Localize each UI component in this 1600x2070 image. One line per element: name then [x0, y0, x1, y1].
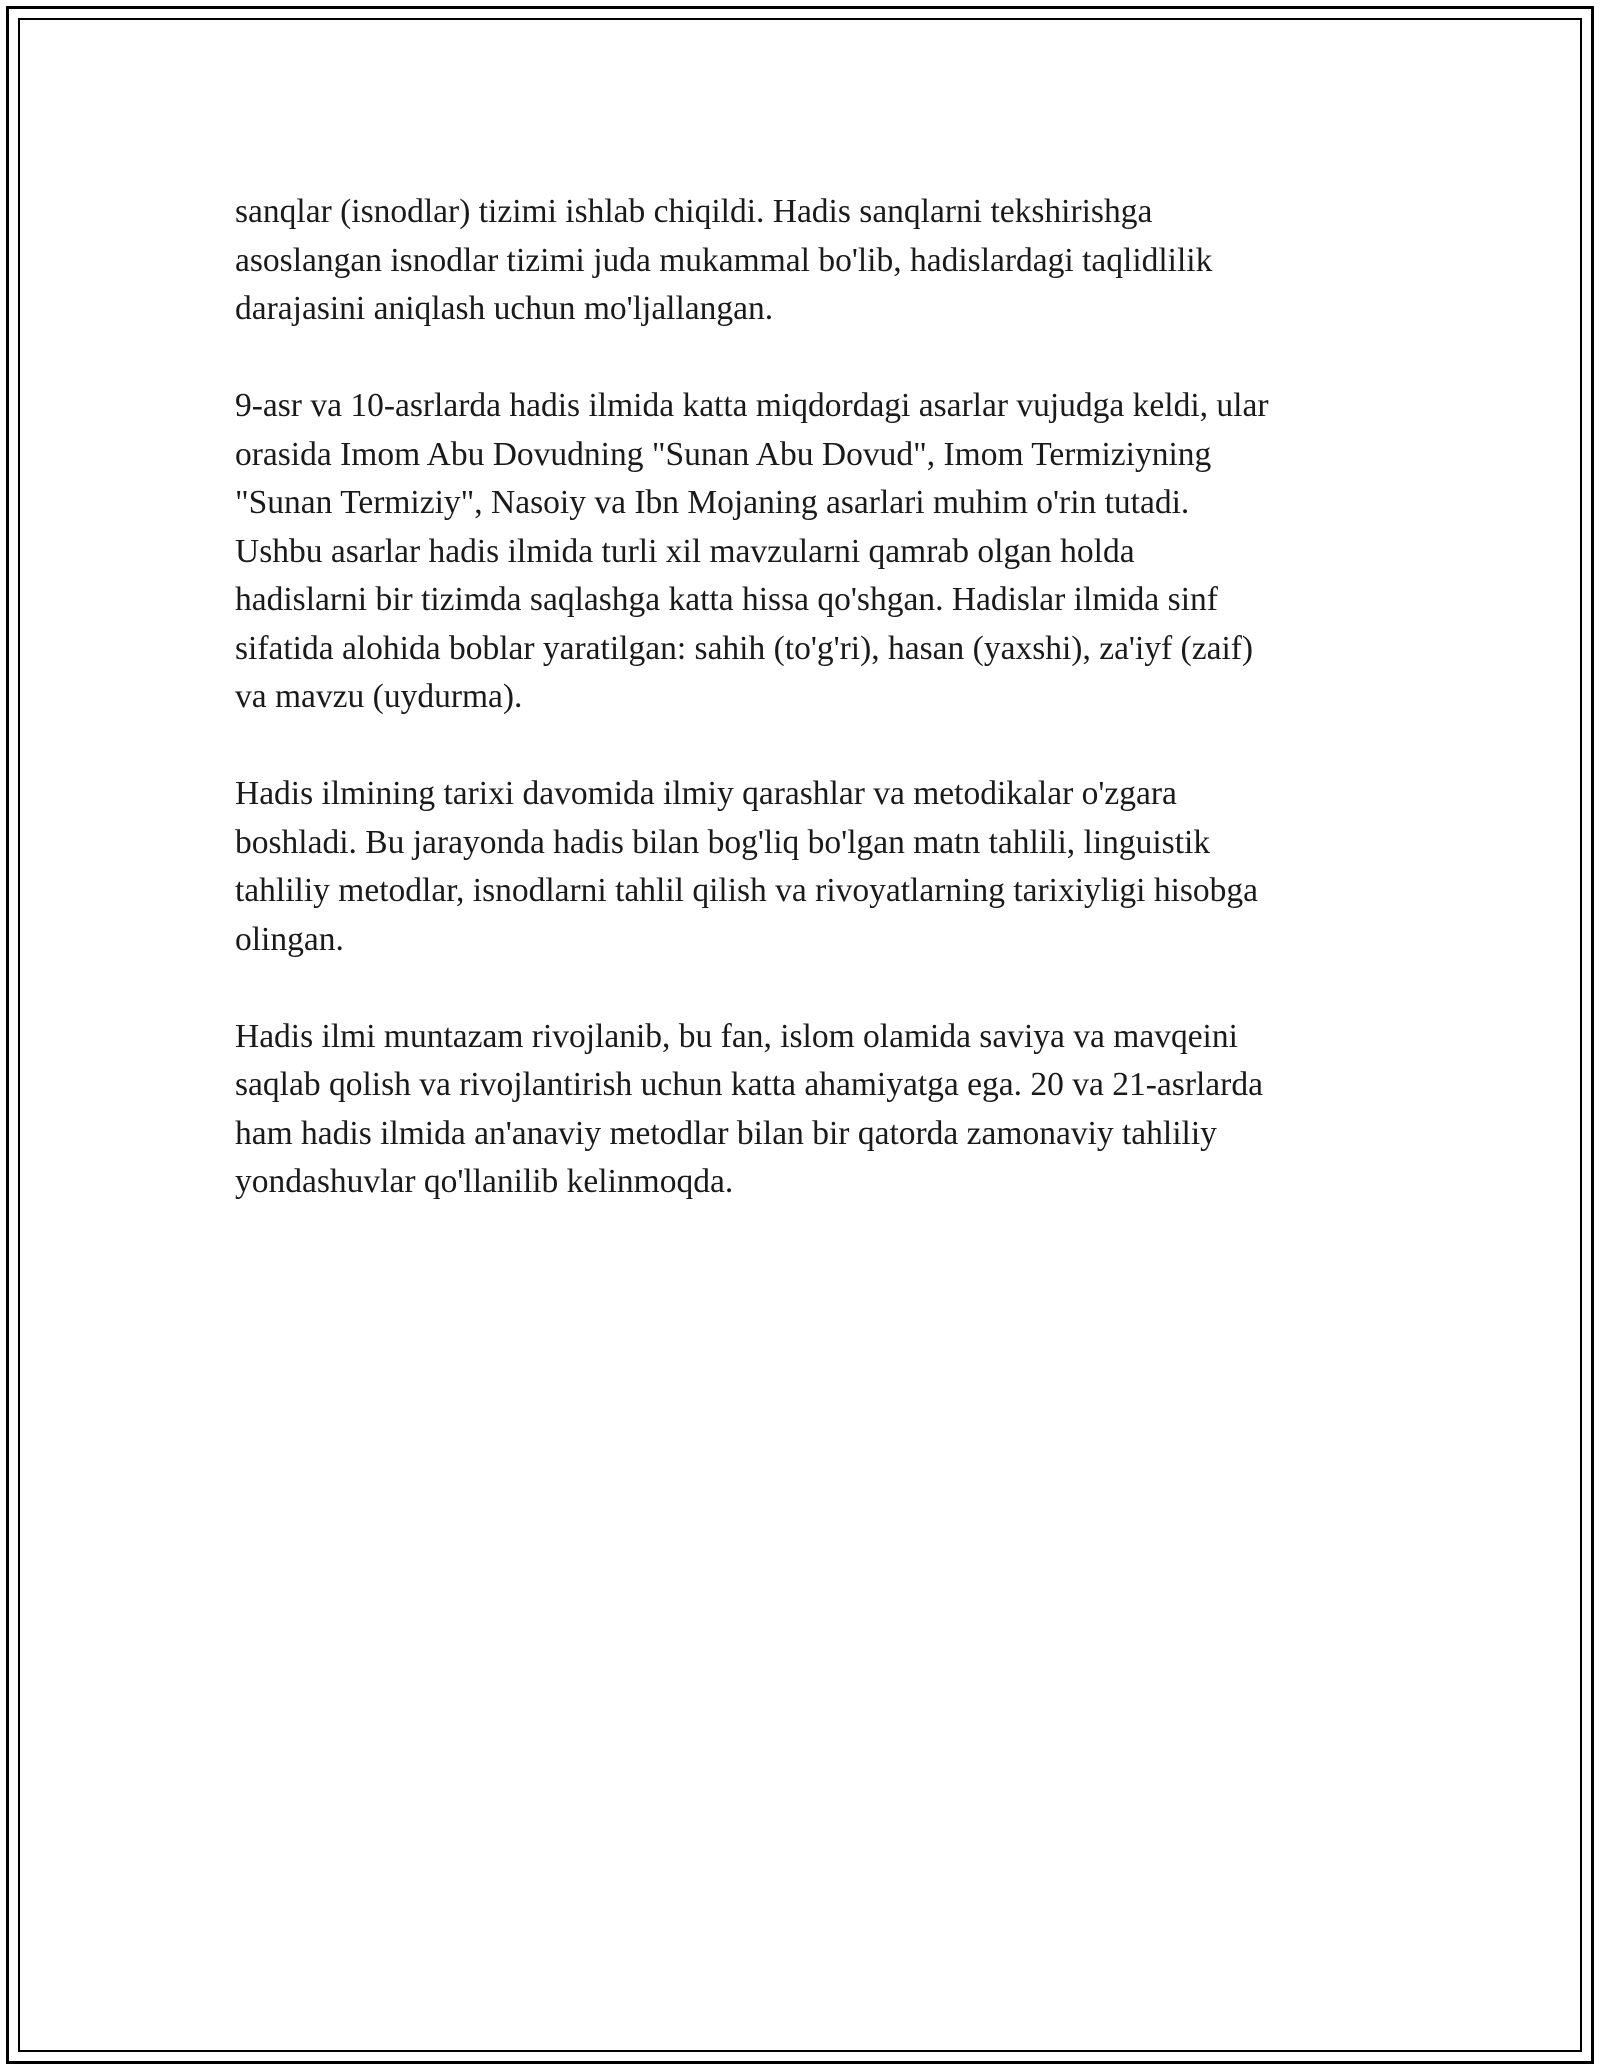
- text-line: yondashuvlar qo'llanilib kelinmoqda.: [235, 1163, 734, 1200]
- paragraph-modern-development: [235, 1013, 1375, 1207]
- text-line: darajasini aniqlash uchun mo'ljallangan.: [235, 290, 774, 327]
- text-line: va mavzu (uydurma).: [235, 678, 523, 715]
- text-line: tahliliy metodlar, isnodlarni tahlil qilish va rivoyatlarning tarixiyligi hisobga: [235, 872, 1259, 909]
- document-body: [235, 188, 1375, 1255]
- paragraph-methodology: [235, 770, 1375, 964]
- text-line: ham hadis ilmida an'anaviy metodlar bilan bir qatorda zamonaviy tahliliy: [235, 1114, 1217, 1152]
- text-line: Hadis ilmi muntazam rivojlanib, bu fan, islom olamida saviya va mavqeini: [235, 1017, 1238, 1055]
- text-line: sanqlar (isnodlar) tizimi ishlab chiqildi. Hadis sanqlarni tekshirishga: [235, 193, 1153, 230]
- text-line: Ushbu asarlar hadis ilmida turli xil mavzularni qamrab olgan holda: [235, 532, 1135, 570]
- text-line: olingan.: [235, 920, 344, 958]
- paragraph-isnod-system: [235, 188, 1375, 334]
- text-line: sifatida alohida boblar yaratilgan: sahih (to'g'ri), hasan (yaxshi), za'iyf (zaif): [235, 629, 1254, 667]
- text-line: orasida Imom Abu Dovudning "Sunan Abu Dovud", Imom Termiziyning: [235, 435, 1212, 473]
- text-line: Hadis ilmining tarixi davomida ilmiy qarashlar va metodikalar o'zgara: [235, 775, 1177, 812]
- text-line: 9-asr va 10-asrlarda hadis ilmida katta miqdordagi asarlar vujudga keldi, ular: [235, 387, 1269, 424]
- paragraph-hadith-collections: [235, 382, 1375, 722]
- text-line: boshladi. Bu jarayonda hadis bilan bog'liq bo'lgan matn tahlili, linguistik: [235, 823, 1211, 861]
- text-line: "Sunan Termiziy", Nasoiy va Ibn Mojaning asarlari muhim o'rin tutadi.: [235, 484, 1190, 521]
- text-line: hadislarni bir tizimda saqlashga katta hissa qo'shgan. Hadislar ilmida sinf: [235, 581, 1218, 618]
- text-line: asoslangan isnodlar tizimi juda mukammal bo'lib, hadislardagi taqlidlilik: [235, 241, 1213, 279]
- text-line: saqlab qolish va rivojlantirish uchun katta ahamiyatga ega. 20 va 21-asrlarda: [235, 1066, 1263, 1103]
